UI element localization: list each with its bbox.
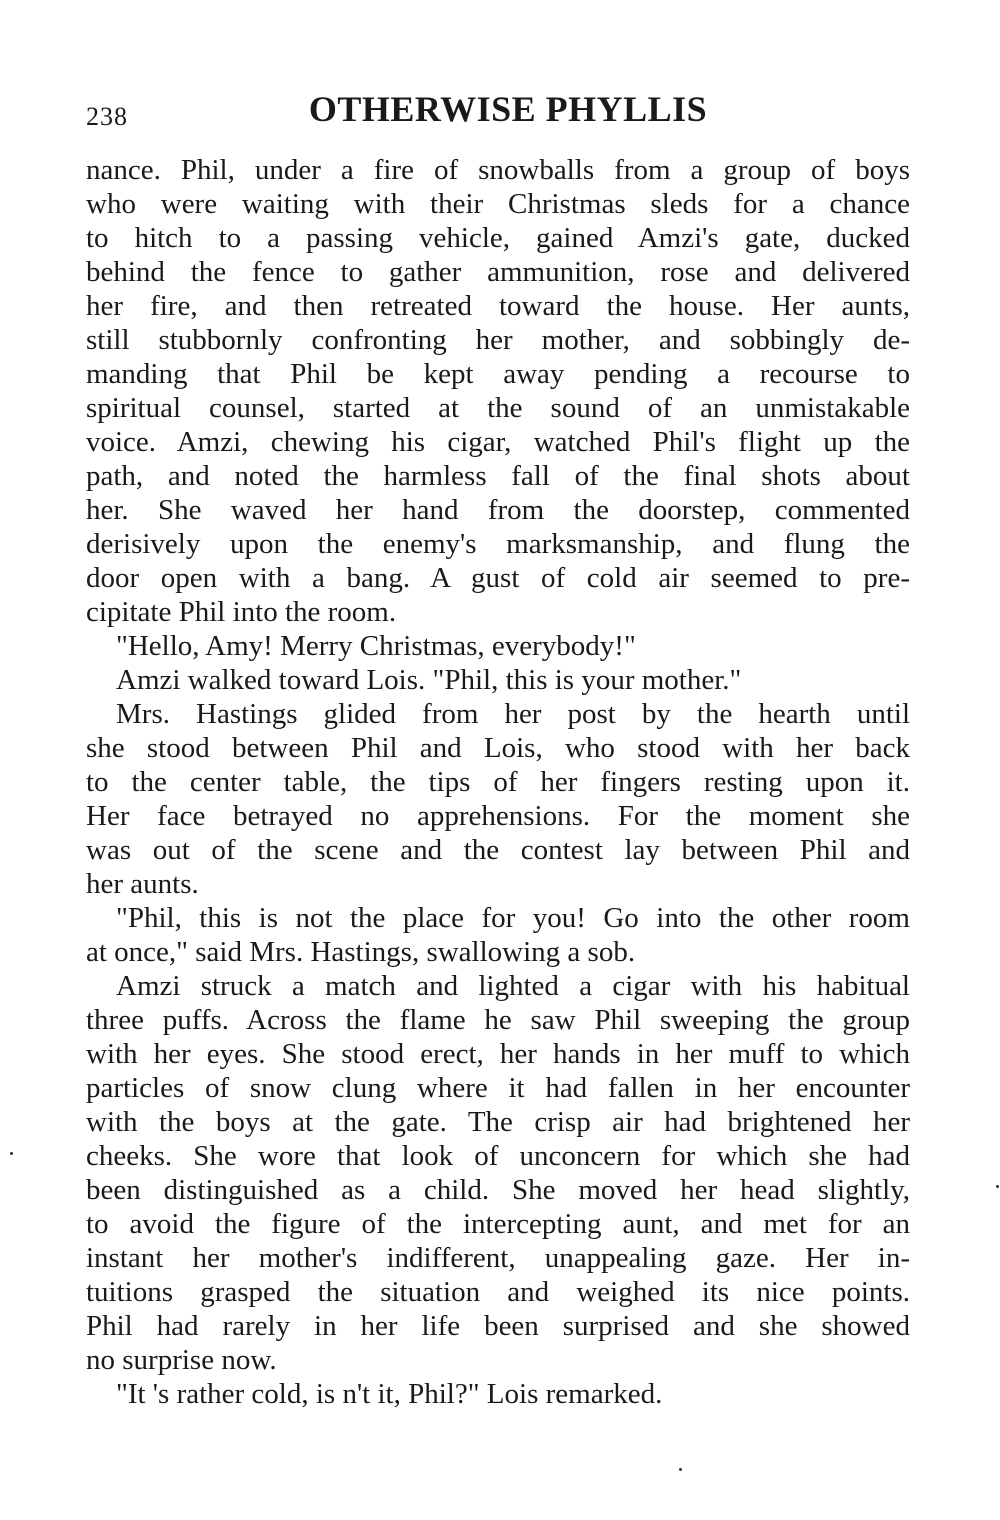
text-line: Phil had rarely in her life been surprised and she showed [86, 1310, 910, 1342]
text-line: still stubbornly confronting her mother, and sobbingly de- [86, 324, 910, 356]
text-line: path, and noted the harmless fall of the final shots about [86, 460, 910, 492]
text-line: she stood between Phil and Lois, who stood with her back [86, 732, 910, 764]
text-line: Her face betrayed no apprehensions. For the moment she [86, 800, 910, 832]
text-line: her fire, and then retreated toward the house. Her aunts, [86, 290, 910, 322]
text-line: "Hello, Amy! Merry Christmas, everybody!" [116, 630, 636, 662]
page-header [86, 88, 914, 138]
text-line: been distinguished as a child. She moved her head slightly, [86, 1174, 910, 1206]
scan-speck [996, 1185, 999, 1188]
text-line: "It 's rather cold, is n't it, Phil?" Lois remarked. [116, 1378, 663, 1410]
text-line: her aunts. [86, 868, 199, 900]
text-line: at once," said Mrs. Hastings, swallowing a sob. [86, 936, 636, 968]
scan-speck [679, 1468, 682, 1471]
text-line: particles of snow clung where it had fallen in her encounter [86, 1072, 910, 1104]
page-number: 238 [86, 102, 128, 131]
text-line: was out of the scene and the contest lay between Phil and [86, 834, 910, 866]
text-line: with the boys at the gate. The crisp air had brightened her [86, 1106, 910, 1138]
text-line: spiritual counsel, started at the sound of an unmistakable [86, 392, 910, 424]
text-line: derisively upon the enemy's marksmanship, and flung the [86, 528, 910, 560]
text-line: door open with a bang. A gust of cold air seemed to pre- [86, 562, 910, 594]
text-line: Amzi walked toward Lois. "Phil, this is your mother." [116, 664, 742, 696]
body-text [86, 153, 910, 1411]
text-line: with her eyes. She stood erect, her hands in her muff to which [86, 1038, 910, 1070]
text-line: to hitch to a passing vehicle, gained Amzi's gate, ducked [86, 222, 910, 254]
running-title: OTHERWISE PHYLLIS [308, 89, 708, 129]
text-line: cheeks. She wore that look of unconcern for which she had [86, 1140, 910, 1172]
text-line: who were waiting with their Christmas sleds for a chance [86, 188, 910, 220]
text-line: Mrs. Hastings glided from her post by the hearth until [116, 698, 910, 730]
text-line: to the center table, the tips of her fingers resting upon it. [86, 766, 910, 798]
text-line: her. She waved her hand from the doorstep, commented [86, 494, 910, 526]
text-line: no surprise now. [86, 1344, 277, 1376]
text-line: Amzi struck a match and lighted a cigar with his habitual [116, 970, 910, 1002]
text-line: cipitate Phil into the room. [86, 596, 397, 628]
text-line: manding that Phil be kept away pending a recourse to [86, 358, 910, 390]
text-line: voice. Amzi, chewing his cigar, watched Phil's flight up the [86, 426, 910, 458]
text-line: "Phil, this is not the place for you! Go into the other room [116, 902, 910, 934]
text-line: three puffs. Across the flame he saw Phil sweeping the group [86, 1004, 910, 1036]
scan-speck [10, 1152, 13, 1155]
text-line: instant her mother's indifferent, unappealing gaze. Her in- [86, 1242, 910, 1274]
text-line: to avoid the figure of the intercepting aunt, and met for an [86, 1208, 910, 1240]
text-line: nance. Phil, under a fire of snowballs from a group of boys [86, 154, 910, 186]
text-line: behind the fence to gather ammunition, rose and delivered [86, 256, 910, 288]
text-line: tuitions grasped the situation and weighed its nice points. [86, 1276, 910, 1308]
